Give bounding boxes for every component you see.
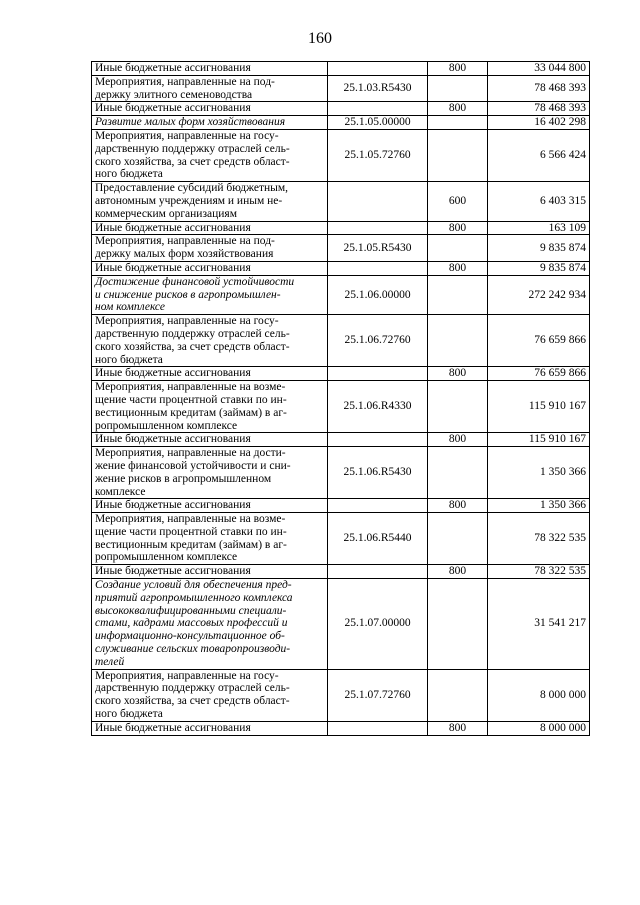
- item-name-cell: [92, 182, 328, 221]
- target-code-cell: 25.1.03.R5430: [328, 75, 428, 102]
- expense-type-cell: 800: [428, 499, 488, 513]
- amount-cell: 1 350 366: [488, 499, 590, 513]
- item-name-line: Иные бюджетные ассигнования: [95, 62, 251, 74]
- budget-table-body: [92, 62, 590, 736]
- target-code-cell: [328, 721, 428, 735]
- expense-type-cell: 800: [428, 433, 488, 447]
- table-row: [92, 129, 590, 181]
- item-name-line: Мероприятия, направленные на госу-: [95, 129, 279, 142]
- amount-cell: 115 910 167: [488, 381, 590, 433]
- target-code-cell: 25.1.06.72760: [328, 315, 428, 367]
- item-name-line: держку малых форм хозяйствования: [95, 248, 274, 261]
- expense-type-cell: 800: [428, 62, 488, 76]
- item-name-cell: [92, 513, 328, 565]
- item-name-line: ского хозяйства, за счет средств област-: [95, 155, 290, 168]
- item-name-line: жение рисков в агропромышленном: [95, 472, 272, 485]
- amount-cell: 1 350 366: [488, 447, 590, 499]
- item-name-cell: [92, 102, 328, 116]
- item-name-line: Мероприятия, направленные на возме-: [95, 381, 286, 394]
- amount-cell: 6 566 424: [488, 129, 590, 181]
- item-name-line: Иные бюджетные ассигнования: [95, 367, 251, 380]
- item-name-cell: [92, 499, 328, 513]
- item-name-cell: [92, 275, 328, 314]
- item-name-line: дарственную поддержку отраслей сель-: [95, 682, 290, 695]
- item-name-line: щение части процентной ставки по ин-: [95, 393, 287, 406]
- expense-type-cell: 800: [428, 261, 488, 275]
- item-name-cell: [92, 129, 328, 181]
- item-name-cell: [92, 315, 328, 367]
- amount-cell: 115 910 167: [488, 433, 590, 447]
- item-name-line: Иные бюджетные ассигнования: [95, 721, 251, 734]
- item-name-line: дарственную поддержку отраслей сель-: [95, 142, 290, 155]
- amount-cell: 76 659 866: [488, 367, 590, 381]
- item-name-cell: [92, 116, 328, 130]
- item-name-line: Мероприятия, направленные на под-: [95, 75, 275, 88]
- target-code-cell: 25.1.06.00000: [328, 275, 428, 314]
- page-number: 160: [308, 30, 332, 47]
- amount-cell: 78 322 535: [488, 565, 590, 579]
- item-name-cell: [92, 721, 328, 735]
- item-name-cell: [92, 433, 328, 447]
- item-name-line: служивание сельских товаропроизводи-: [95, 643, 291, 656]
- amount-cell: 272 242 934: [488, 275, 590, 314]
- amount-cell: 78 468 393: [488, 102, 590, 116]
- amount-cell: 6 403 315: [488, 182, 590, 221]
- amount-cell: 76 659 866: [488, 315, 590, 367]
- target-code-cell: 25.1.05.R5430: [328, 235, 428, 262]
- table-row: [92, 62, 590, 76]
- item-name-line: Мероприятия, направленные на дости-: [95, 447, 286, 460]
- item-name-line: ропромышленном комплексе: [95, 419, 238, 432]
- target-code-cell: 25.1.06.R5430: [328, 447, 428, 499]
- table-row: [92, 579, 590, 670]
- item-name-line: жение финансовой устойчивости и сни-: [95, 459, 291, 472]
- table-row: [92, 275, 590, 314]
- item-name-line: автономным учреждениям и иным не-: [95, 194, 283, 207]
- item-name-line: Иные бюджетные ассигнования: [95, 221, 251, 234]
- expense-type-cell: 800: [428, 721, 488, 735]
- item-name-line: Иные бюджетные ассигнования: [95, 565, 251, 578]
- expense-type-cell: [428, 235, 488, 262]
- item-name-line: ного бюджета: [95, 708, 163, 721]
- item-name-cell: [92, 367, 328, 381]
- item-name-line: Создание условий для обеспечения пред-: [95, 579, 292, 592]
- expense-type-cell: [428, 275, 488, 314]
- table-row: [92, 381, 590, 433]
- item-name-line: комплексе: [95, 485, 146, 498]
- item-name-cell: [92, 221, 328, 235]
- item-name-line: Достижение финансовой устойчивости: [95, 275, 295, 288]
- table-row: [92, 367, 590, 381]
- item-name-line: Иные бюджетные ассигнования: [95, 499, 251, 512]
- item-name-line: Мероприятия, направленные на возме-: [95, 513, 286, 526]
- amount-cell: 163 109: [488, 221, 590, 235]
- target-code-cell: [328, 433, 428, 447]
- item-name-line: вестиционным кредитам (займам) в аг-: [95, 538, 287, 551]
- item-name-line: Мероприятия, направленные на госу-: [95, 669, 279, 682]
- item-name-cell: [92, 447, 328, 499]
- item-name-line: Иные бюджетные ассигнования: [95, 261, 251, 274]
- table-row: [92, 182, 590, 221]
- target-code-cell: [328, 261, 428, 275]
- item-name-line: стами, кадрами массовых профессий и: [95, 617, 288, 630]
- expense-type-cell: [428, 116, 488, 130]
- table-row: [92, 565, 590, 579]
- budget-table: [91, 61, 590, 736]
- item-name-line: высококвалифицированными специали-: [95, 604, 287, 617]
- expense-type-cell: [428, 513, 488, 565]
- item-name-line: Мероприятия, направленные на госу-: [95, 315, 279, 328]
- item-name-line: Иные бюджетные ассигнования: [95, 102, 251, 115]
- amount-cell: 78 322 535: [488, 513, 590, 565]
- expense-type-cell: 600: [428, 182, 488, 221]
- item-name-line: держку элитного семеноводства: [95, 88, 253, 101]
- target-code-cell: [328, 499, 428, 513]
- table-row: [92, 433, 590, 447]
- amount-cell: 33 044 800: [488, 62, 590, 76]
- expense-type-cell: [428, 381, 488, 433]
- table-row: [92, 447, 590, 499]
- amount-cell: 78 468 393: [488, 75, 590, 102]
- item-name-line: ского хозяйства, за счет средств област-: [95, 695, 290, 708]
- target-code-cell: 25.1.07.00000: [328, 579, 428, 670]
- target-code-cell: [328, 221, 428, 235]
- target-code-cell: [328, 367, 428, 381]
- amount-cell: 9 835 874: [488, 261, 590, 275]
- item-name-cell: [92, 261, 328, 275]
- amount-cell: 9 835 874: [488, 235, 590, 262]
- expense-type-cell: 800: [428, 367, 488, 381]
- expense-type-cell: [428, 447, 488, 499]
- item-name-cell: [92, 579, 328, 670]
- item-name-line: коммерческим организациям: [95, 207, 237, 220]
- item-name-line: телей: [95, 655, 125, 668]
- expense-type-cell: 800: [428, 221, 488, 235]
- item-name-line: Предоставление субсидий бюджетным,: [95, 182, 289, 195]
- item-name-line: приятий агропромышленного комплекса: [95, 591, 293, 604]
- table-row: [92, 315, 590, 367]
- expense-type-cell: [428, 669, 488, 721]
- item-name-line: ного бюджета: [95, 168, 163, 181]
- item-name-cell: [92, 669, 328, 721]
- item-name-line: ном комплексе: [95, 301, 165, 314]
- amount-cell: 8 000 000: [488, 721, 590, 735]
- item-name-line: Иные бюджетные ассигнования: [95, 433, 251, 446]
- expense-type-cell: [428, 129, 488, 181]
- table-row: [92, 102, 590, 116]
- item-name-line: Мероприятия, направленные на под-: [95, 235, 275, 248]
- amount-cell: 8 000 000: [488, 669, 590, 721]
- item-name-cell: [92, 75, 328, 102]
- item-name-line: ного бюджета: [95, 353, 163, 366]
- table-row: [92, 721, 590, 735]
- amount-cell: 16 402 298: [488, 116, 590, 130]
- target-code-cell: [328, 62, 428, 76]
- target-code-cell: [328, 102, 428, 116]
- amount-cell: 31 541 217: [488, 579, 590, 670]
- item-name-line: и снижение рисков в агропромышлен-: [95, 288, 281, 301]
- table-row: [92, 116, 590, 130]
- expense-type-cell: 800: [428, 565, 488, 579]
- target-code-cell: 25.1.06.R4330: [328, 381, 428, 433]
- item-name-cell: [92, 565, 328, 579]
- item-name-cell: [92, 62, 328, 76]
- item-name-cell: [92, 381, 328, 433]
- table-row: [92, 75, 590, 102]
- target-code-cell: 25.1.06.R5440: [328, 513, 428, 565]
- expense-type-cell: [428, 579, 488, 670]
- item-name-line: информационно-консультационное об-: [95, 630, 285, 643]
- expense-type-cell: 800: [428, 102, 488, 116]
- item-name-line: ропромышленном комплексе: [95, 551, 238, 564]
- item-name-line: Развитие малых форм хозяйствования: [95, 116, 286, 129]
- target-code-cell: 25.1.05.00000: [328, 116, 428, 130]
- item-name-line: ского хозяйства, за счет средств област-: [95, 340, 290, 353]
- item-name-line: вестиционным кредитам (займам) в аг-: [95, 406, 287, 419]
- target-code-cell: 25.1.05.72760: [328, 129, 428, 181]
- expense-type-cell: [428, 315, 488, 367]
- table-row: [92, 513, 590, 565]
- table-row: [92, 235, 590, 262]
- expense-type-cell: [428, 75, 488, 102]
- item-name-line: дарственную поддержку отраслей сель-: [95, 327, 290, 340]
- table-row: [92, 221, 590, 235]
- item-name-line: щение части процентной ставки по ин-: [95, 525, 287, 538]
- target-code-cell: [328, 565, 428, 579]
- table-row: [92, 499, 590, 513]
- table-row: [92, 669, 590, 721]
- table-row: [92, 261, 590, 275]
- target-code-cell: 25.1.07.72760: [328, 669, 428, 721]
- target-code-cell: [328, 182, 428, 221]
- item-name-cell: [92, 235, 328, 262]
